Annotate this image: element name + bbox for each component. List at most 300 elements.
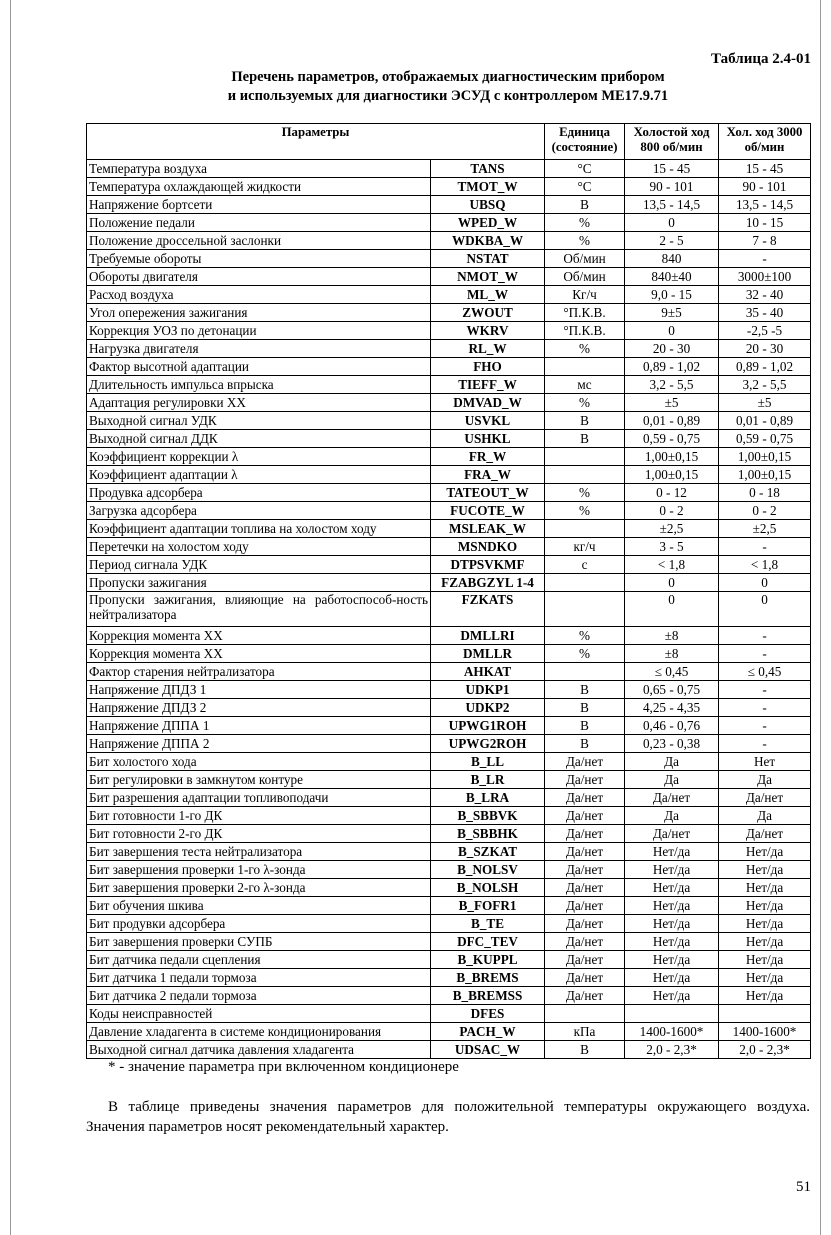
param-name-cell: Напряжение ДППА 1	[87, 717, 431, 735]
value-3000-cell: 35 - 40	[719, 304, 811, 322]
param-code-cell: B_NOLSV	[431, 861, 545, 879]
param-name-cell: Бит завершения проверки СУПБ	[87, 933, 431, 951]
param-code-cell: NSTAT	[431, 250, 545, 268]
table-row	[87, 1005, 811, 1023]
value-3000-cell: -	[719, 717, 811, 735]
value-800-cell: ±8	[625, 645, 719, 663]
param-unit-cell: В	[545, 735, 625, 753]
param-name-cell: Нагрузка двигателя	[87, 340, 431, 358]
param-name-cell: Бит регулировки в замкнутом контуре	[87, 771, 431, 789]
param-name-cell: Давление хладагента в системе кондиционирования	[87, 1023, 431, 1041]
param-unit-cell: В	[545, 196, 625, 214]
table-row	[87, 645, 811, 663]
value-3000-cell: -	[719, 681, 811, 699]
value-3000-cell: 2,0 - 2,3*	[719, 1041, 811, 1059]
table-row	[87, 412, 811, 430]
table-row	[87, 825, 811, 843]
table-row	[87, 933, 811, 951]
param-unit-cell: %	[545, 340, 625, 358]
value-800-cell: < 1,8	[625, 556, 719, 574]
table-row	[87, 448, 811, 466]
param-code-cell: TATEOUT_W	[431, 484, 545, 502]
param-unit-cell: В	[545, 681, 625, 699]
param-unit-cell: Да/нет	[545, 807, 625, 825]
param-unit-cell: Да/нет	[545, 771, 625, 789]
param-name-cell: Выходной сигнал УДК	[87, 412, 431, 430]
param-code-cell: FR_W	[431, 448, 545, 466]
param-name-cell: Фактор высотной адаптации	[87, 358, 431, 376]
table-row	[87, 268, 811, 286]
param-unit-cell: %	[545, 232, 625, 250]
table-title-line1: Перечень параметров, отображаемых диагностическим прибором	[231, 69, 665, 85]
page-border-left	[10, 0, 11, 1235]
param-code-cell: B_BREMSS	[431, 987, 545, 1005]
param-unit-cell: мс	[545, 376, 625, 394]
table-row	[87, 286, 811, 304]
table-row	[87, 160, 811, 178]
param-name-cell: Положение педали	[87, 214, 431, 232]
value-3000-cell: 3,2 - 5,5	[719, 376, 811, 394]
param-name-cell: Перетечки на холостом ходу	[87, 538, 431, 556]
value-3000-cell: 15 - 45	[719, 160, 811, 178]
value-3000-cell: -2,5 -5	[719, 322, 811, 340]
param-code-cell: B_KUPPL	[431, 951, 545, 969]
table-row	[87, 627, 811, 645]
param-code-cell: UPWG2ROH	[431, 735, 545, 753]
value-800-cell: 13,5 - 14,5	[625, 196, 719, 214]
value-800-cell: 20 - 30	[625, 340, 719, 358]
value-800-cell: ≤ 0,45	[625, 663, 719, 681]
value-800-cell: Нет/да	[625, 843, 719, 861]
param-name-cell: Коды неисправностей	[87, 1005, 431, 1023]
param-code-cell: TMOT_W	[431, 178, 545, 196]
table-row	[87, 574, 811, 592]
table-row	[87, 717, 811, 735]
param-name-cell: Продувка адсорбера	[87, 484, 431, 502]
param-unit-cell: В	[545, 717, 625, 735]
param-name-cell: Бит готовности 1-го ДК	[87, 807, 431, 825]
param-code-cell: UPWG1ROH	[431, 717, 545, 735]
table-row	[87, 250, 811, 268]
param-unit-cell: Да/нет	[545, 933, 625, 951]
value-800-cell: Нет/да	[625, 879, 719, 897]
param-unit-cell: Да/нет	[545, 897, 625, 915]
table-row	[87, 1041, 811, 1059]
param-code-cell: RL_W	[431, 340, 545, 358]
param-unit-cell: Да/нет	[545, 951, 625, 969]
table-row	[87, 232, 811, 250]
param-unit-cell: %	[545, 645, 625, 663]
param-unit-cell: Да/нет	[545, 753, 625, 771]
param-code-cell: MSLEAK_W	[431, 520, 545, 538]
table-row	[87, 771, 811, 789]
value-3000-cell: 0 - 18	[719, 484, 811, 502]
param-code-cell: UDKP1	[431, 681, 545, 699]
param-unit-cell: В	[545, 699, 625, 717]
value-800-cell: 2 - 5	[625, 232, 719, 250]
param-code-cell: MSNDKO	[431, 538, 545, 556]
param-unit-cell: Да/нет	[545, 987, 625, 1005]
param-name-cell: Напряжение ДППА 2	[87, 735, 431, 753]
value-3000-cell: 0	[719, 592, 811, 627]
value-800-cell: 4,25 - 4,35	[625, 699, 719, 717]
table-row	[87, 969, 811, 987]
param-name-cell: Обороты двигателя	[87, 268, 431, 286]
value-3000-cell: 20 - 30	[719, 340, 811, 358]
param-unit-cell: Да/нет	[545, 789, 625, 807]
table-row	[87, 663, 811, 681]
table-row	[87, 502, 811, 520]
param-name-cell: Бит обучения шкива	[87, 897, 431, 915]
param-unit-cell: Да/нет	[545, 843, 625, 861]
value-3000-cell: < 1,8	[719, 556, 811, 574]
value-800-cell: Нет/да	[625, 969, 719, 987]
table-row	[87, 789, 811, 807]
table-row	[87, 376, 811, 394]
table-row	[87, 196, 811, 214]
param-code-cell: B_LR	[431, 771, 545, 789]
value-800-cell: 0,65 - 0,75	[625, 681, 719, 699]
page-number: 51	[796, 1179, 811, 1195]
table-row	[87, 214, 811, 232]
param-code-cell: B_TE	[431, 915, 545, 933]
param-code-cell: UDSAC_W	[431, 1041, 545, 1059]
value-800-cell: Нет/да	[625, 915, 719, 933]
value-3000-cell: -	[719, 699, 811, 717]
value-3000-cell: ±5	[719, 394, 811, 412]
param-code-cell: B_SBBHK	[431, 825, 545, 843]
param-name-cell: Бит датчика 1 педали тормоза	[87, 969, 431, 987]
value-3000-cell: 90 - 101	[719, 178, 811, 196]
value-3000-cell: 0,01 - 0,89	[719, 412, 811, 430]
param-name-cell: Бит завершения теста нейтрализатора	[87, 843, 431, 861]
value-3000-cell: 0,59 - 0,75	[719, 430, 811, 448]
value-3000-cell: 1,00±0,15	[719, 448, 811, 466]
table-body	[87, 160, 811, 1059]
table-row	[87, 556, 811, 574]
value-3000-cell: 10 - 15	[719, 214, 811, 232]
param-name-cell: Загрузка адсорбера	[87, 502, 431, 520]
param-code-cell: DMVAD_W	[431, 394, 545, 412]
value-3000-cell: Нет/да	[719, 969, 811, 987]
value-800-cell: 2,0 - 2,3*	[625, 1041, 719, 1059]
param-code-cell: B_FOFR1	[431, 897, 545, 915]
value-800-cell: 0 - 2	[625, 502, 719, 520]
value-800-cell: 90 - 101	[625, 178, 719, 196]
value-3000-cell: Да	[719, 807, 811, 825]
value-3000-cell: -	[719, 735, 811, 753]
value-3000-cell: 13,5 - 14,5	[719, 196, 811, 214]
param-code-cell: DMLLRI	[431, 627, 545, 645]
value-800-cell: 0,01 - 0,89	[625, 412, 719, 430]
value-800-cell: ±8	[625, 627, 719, 645]
param-unit-cell	[545, 592, 625, 627]
value-800-cell: 0	[625, 574, 719, 592]
value-3000-cell: 3000±100	[719, 268, 811, 286]
table-row	[87, 843, 811, 861]
param-code-cell: WKRV	[431, 322, 545, 340]
param-code-cell: AHKAT	[431, 663, 545, 681]
table-row	[87, 753, 811, 771]
table-row	[87, 358, 811, 376]
param-unit-cell	[545, 466, 625, 484]
param-unit-cell: В	[545, 430, 625, 448]
value-800-cell: 9±5	[625, 304, 719, 322]
table-row	[87, 915, 811, 933]
value-800-cell: Нет/да	[625, 951, 719, 969]
value-800-cell: Да	[625, 807, 719, 825]
param-name-cell: Напряжение ДПДЗ 1	[87, 681, 431, 699]
value-800-cell: Да	[625, 753, 719, 771]
param-name-cell: Адаптация регулировки ХХ	[87, 394, 431, 412]
value-800-cell: 9,0 - 15	[625, 286, 719, 304]
param-code-cell: USHKL	[431, 430, 545, 448]
param-name-cell: Бит датчика педали сцепления	[87, 951, 431, 969]
param-unit-cell: В	[545, 412, 625, 430]
footnote: * - значение параметра при включенном кондиционере	[108, 1059, 459, 1075]
value-3000-cell: Нет/да	[719, 861, 811, 879]
param-name-cell: Коэффициент адаптации топлива на холостом ходу	[87, 520, 431, 538]
value-800-cell: 840±40	[625, 268, 719, 286]
param-code-cell: WPED_W	[431, 214, 545, 232]
table-row	[87, 322, 811, 340]
param-code-cell: ML_W	[431, 286, 545, 304]
param-code-cell: B_BREMS	[431, 969, 545, 987]
value-800-cell: Да/нет	[625, 825, 719, 843]
param-code-cell: DFES	[431, 1005, 545, 1023]
value-3000-cell: 1400-1600*	[719, 1023, 811, 1041]
note-paragraph: В таблице приведены значения параметров для положительной температуры окружающего воздуха. Значения параметров носят рекомендательный характер.	[86, 1099, 810, 1135]
table-title-line2: и используемых для диагностики ЭСУД с контроллером МЕ17.9.71	[227, 88, 669, 104]
table-row	[87, 699, 811, 717]
param-code-cell: DMLLR	[431, 645, 545, 663]
value-3000-cell: Нет/да	[719, 987, 811, 1005]
param-name-cell: Коэффициент адаптации λ	[87, 466, 431, 484]
value-800-cell: 3 - 5	[625, 538, 719, 556]
parameters-table	[86, 123, 811, 1059]
value-800-cell: Нет/да	[625, 987, 719, 1005]
param-code-cell: B_NOLSH	[431, 879, 545, 897]
value-800-cell: 1,00±0,15	[625, 466, 719, 484]
param-unit-cell: Да/нет	[545, 861, 625, 879]
param-name-cell: Выходной сигнал ДДК	[87, 430, 431, 448]
table-row	[87, 951, 811, 969]
param-unit-cell: %	[545, 484, 625, 502]
param-unit-cell	[545, 1005, 625, 1023]
param-name-cell: Выходной сигнал датчика давления хладагента	[87, 1041, 431, 1059]
param-code-cell: FUCOTE_W	[431, 502, 545, 520]
value-3000-cell: 0	[719, 574, 811, 592]
header-parameters: Параметры	[87, 124, 545, 160]
value-3000-cell: ±2,5	[719, 520, 811, 538]
table-row	[87, 897, 811, 915]
param-code-cell: ZWOUT	[431, 304, 545, 322]
table-row	[87, 735, 811, 753]
param-name-cell: Коррекция момента ХХ	[87, 645, 431, 663]
value-800-cell: Да	[625, 771, 719, 789]
value-800-cell: 840	[625, 250, 719, 268]
table-row	[87, 178, 811, 196]
value-800-cell: 3,2 - 5,5	[625, 376, 719, 394]
value-3000-cell: Нет/да	[719, 843, 811, 861]
param-code-cell: FZKATS	[431, 592, 545, 627]
table-row	[87, 1023, 811, 1041]
param-name-cell: Период сигнала УДК	[87, 556, 431, 574]
param-unit-cell	[545, 574, 625, 592]
param-name-cell: Температура воздуха	[87, 160, 431, 178]
value-3000-cell: 32 - 40	[719, 286, 811, 304]
param-name-cell: Бит готовности 2-го ДК	[87, 825, 431, 843]
param-name-cell: Расход воздуха	[87, 286, 431, 304]
param-unit-cell: Кг/ч	[545, 286, 625, 304]
param-unit-cell: Да/нет	[545, 879, 625, 897]
table-label: Таблица 2.4-01	[711, 51, 811, 67]
param-unit-cell: %	[545, 502, 625, 520]
param-unit-cell: °П.К.В.	[545, 322, 625, 340]
value-3000-cell: Да/нет	[719, 825, 811, 843]
value-800-cell: ±5	[625, 394, 719, 412]
param-unit-cell: Да/нет	[545, 969, 625, 987]
value-3000-cell: -	[719, 645, 811, 663]
page-border-right	[820, 0, 821, 1235]
param-name-cell: Коррекция УОЗ по детонации	[87, 322, 431, 340]
param-name-cell: Бит продувки адсорбера	[87, 915, 431, 933]
param-unit-cell: °С	[545, 160, 625, 178]
param-code-cell: DTPSVKMF	[431, 556, 545, 574]
param-name-cell: Бит завершения проверки 2-го λ-зонда	[87, 879, 431, 897]
param-name-cell: Фактор старения нейтрализатора	[87, 663, 431, 681]
table-row	[87, 592, 811, 627]
param-code-cell: NMOT_W	[431, 268, 545, 286]
param-code-cell: DFC_TEV	[431, 933, 545, 951]
value-3000-cell: 7 - 8	[719, 232, 811, 250]
param-unit-cell	[545, 448, 625, 466]
value-800-cell: 0 - 12	[625, 484, 719, 502]
value-800-cell: Да/нет	[625, 789, 719, 807]
param-name-cell: Бит датчика 2 педали тормоза	[87, 987, 431, 1005]
value-3000-cell: 0 - 2	[719, 502, 811, 520]
param-code-cell: UDKP2	[431, 699, 545, 717]
param-code-cell: B_SZKAT	[431, 843, 545, 861]
value-800-cell: 1,00±0,15	[625, 448, 719, 466]
value-800-cell: 0,23 - 0,38	[625, 735, 719, 753]
param-name-cell: Бит холостого хода	[87, 753, 431, 771]
param-name-cell: Пропуски зажигания	[87, 574, 431, 592]
table-row	[87, 807, 811, 825]
table-row	[87, 861, 811, 879]
table-row	[87, 304, 811, 322]
value-3000-cell: Нет/да	[719, 915, 811, 933]
value-800-cell: Нет/да	[625, 897, 719, 915]
value-3000-cell: Нет/да	[719, 933, 811, 951]
table-row	[87, 394, 811, 412]
value-3000-cell: Да	[719, 771, 811, 789]
param-name-cell: Бит разрешения адаптации топливоподачи	[87, 789, 431, 807]
table-row	[87, 987, 811, 1005]
param-name-cell: Бит завершения проверки 1-го λ-зонда	[87, 861, 431, 879]
value-3000-cell: Нет/да	[719, 951, 811, 969]
value-800-cell: Нет/да	[625, 861, 719, 879]
param-unit-cell: %	[545, 394, 625, 412]
header-idle-3000: Хол. ход 3000 об/мин	[719, 124, 811, 160]
value-800-cell: 0,89 - 1,02	[625, 358, 719, 376]
table-row	[87, 879, 811, 897]
param-name-cell: Напряжение ДПДЗ 2	[87, 699, 431, 717]
param-unit-cell: В	[545, 1041, 625, 1059]
table-row	[87, 340, 811, 358]
header-idle-800: Холостой ход 800 об/мин	[625, 124, 719, 160]
value-800-cell: 0	[625, 592, 719, 627]
table-row	[87, 484, 811, 502]
param-unit-cell	[545, 520, 625, 538]
value-800-cell: 1400-1600*	[625, 1023, 719, 1041]
value-800-cell: 0,46 - 0,76	[625, 717, 719, 735]
param-name-cell: Коэффициент коррекции λ	[87, 448, 431, 466]
param-unit-cell: %	[545, 214, 625, 232]
value-800-cell: Нет/да	[625, 933, 719, 951]
value-800-cell: 15 - 45	[625, 160, 719, 178]
param-unit-cell: кПа	[545, 1023, 625, 1041]
value-3000-cell: -	[719, 538, 811, 556]
param-code-cell: TIEFF_W	[431, 376, 545, 394]
table-row	[87, 466, 811, 484]
value-800-cell: ±2,5	[625, 520, 719, 538]
value-3000-cell: ≤ 0,45	[719, 663, 811, 681]
value-3000-cell	[719, 1005, 811, 1023]
param-name-cell: Пропуски зажигания, влияющие на работоспособ-ность нейтрализатора	[87, 592, 431, 627]
param-unit-cell: Да/нет	[545, 915, 625, 933]
param-name-cell: Положение дроссельной заслонки	[87, 232, 431, 250]
value-3000-cell: Нет/да	[719, 897, 811, 915]
value-3000-cell: 1,00±0,15	[719, 466, 811, 484]
param-unit-cell: °С	[545, 178, 625, 196]
param-name-cell: Длительность импульса впрыска	[87, 376, 431, 394]
value-3000-cell: -	[719, 627, 811, 645]
table-row	[87, 681, 811, 699]
param-name-cell: Требуемые обороты	[87, 250, 431, 268]
header-unit: Единица (состояние)	[545, 124, 625, 160]
value-3000-cell: Нет	[719, 753, 811, 771]
table-row	[87, 538, 811, 556]
param-name-cell: Коррекция момента ХХ	[87, 627, 431, 645]
value-3000-cell: -	[719, 250, 811, 268]
param-code-cell: FRA_W	[431, 466, 545, 484]
table-row	[87, 430, 811, 448]
param-code-cell: TANS	[431, 160, 545, 178]
table-row	[87, 520, 811, 538]
param-unit-cell: с	[545, 556, 625, 574]
param-code-cell: FHO	[431, 358, 545, 376]
param-name-cell: Температура охлаждающей жидкости	[87, 178, 431, 196]
param-name-cell: Напряжение бортсети	[87, 196, 431, 214]
param-code-cell: FZABGZYL 1-4	[431, 574, 545, 592]
param-unit-cell: %	[545, 627, 625, 645]
value-800-cell	[625, 1005, 719, 1023]
param-name-cell: Угол опережения зажигания	[87, 304, 431, 322]
param-unit-cell: Да/нет	[545, 825, 625, 843]
param-unit-cell: кг/ч	[545, 538, 625, 556]
param-unit-cell: Об/мин	[545, 268, 625, 286]
param-code-cell: WDKBA_W	[431, 232, 545, 250]
param-code-cell: B_LRA	[431, 789, 545, 807]
value-3000-cell: 0,89 - 1,02	[719, 358, 811, 376]
param-unit-cell	[545, 358, 625, 376]
table-header-row	[87, 124, 811, 160]
param-code-cell: B_SBBVK	[431, 807, 545, 825]
param-unit-cell: °П.К.В.	[545, 304, 625, 322]
value-800-cell: 0	[625, 322, 719, 340]
param-unit-cell	[545, 663, 625, 681]
